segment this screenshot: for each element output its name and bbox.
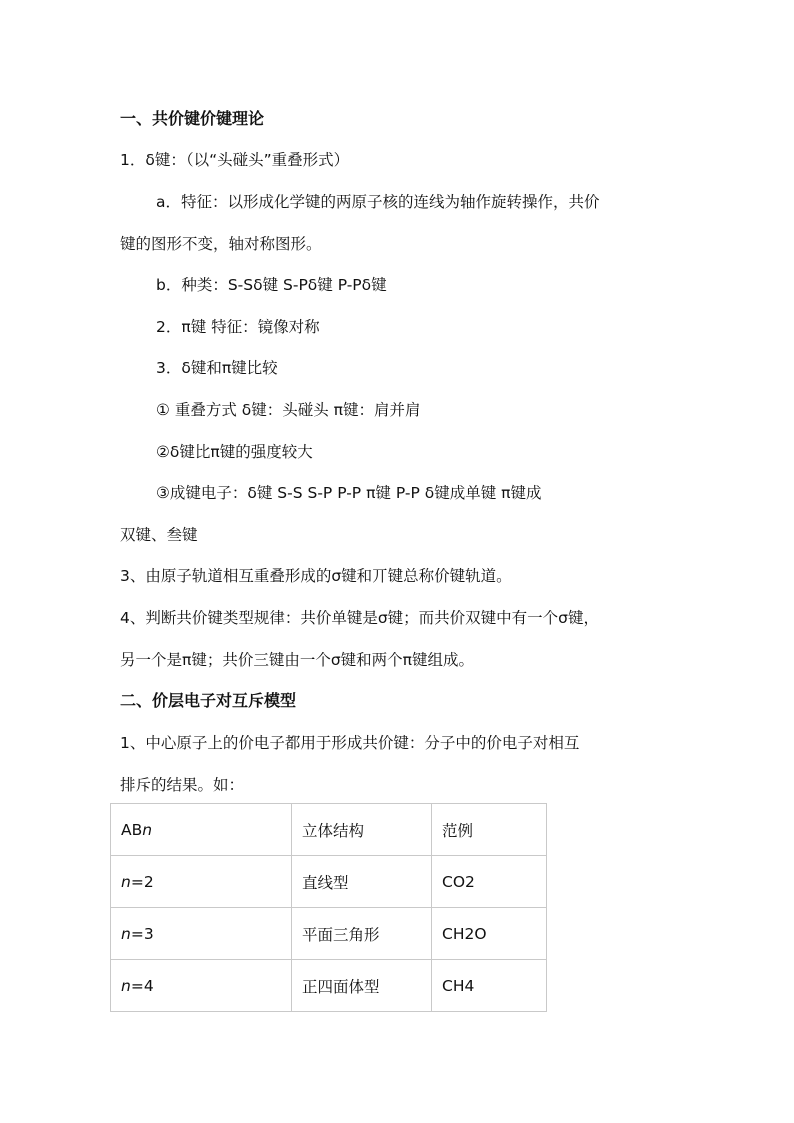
vsepr-table [110, 803, 547, 1012]
table-row [111, 856, 547, 908]
table-cell-structure: 直线型 [292, 856, 432, 908]
table-row [111, 908, 547, 960]
text-line: ① 重叠方式 δ键：头碰头 π键：肩并肩 [156, 401, 421, 419]
text-line: 3、由原子轨道相互重叠形成的σ键和丌键总称价键轨道。 [120, 567, 512, 585]
table-cell-example: CH4 [432, 960, 547, 1012]
table-cell-example: CO2 [432, 856, 547, 908]
text-line: 1、中心原子上的价电子都用于形成共价键：分子中的价电子对相互 [120, 734, 580, 752]
text-line: 双键、叁键 [120, 526, 198, 544]
text-line: b．种类：S-Sδ键 S-Pδ键 P-Pδ键 [156, 276, 387, 294]
text-line: 3．δ键和π键比较 [156, 359, 278, 377]
text-line: ③成键电子：δ键 S-S S-P P-P π键 P-P δ键成单键 π键成 [156, 484, 542, 502]
text-line: 2．π键 特征：镜像对称 [156, 318, 320, 336]
header-cell-structure: 立体结构 [292, 804, 432, 856]
header-cell-abn: ABn [111, 804, 292, 856]
table-row [111, 960, 547, 1012]
table-cell-structure: 正四面体型 [292, 960, 432, 1012]
text-line: 1．δ键：（以“头碰头”重叠形式） [120, 151, 350, 169]
text-line: a．特征：以形成化学键的两原子核的连线为轴作旋转操作，共价 [156, 193, 600, 211]
table-cell-n: n=2 [111, 856, 292, 908]
table-cell-n: n=4 [111, 960, 292, 1012]
table-cell-structure: 平面三角形 [292, 908, 432, 960]
header-cell-example: 范例 [432, 804, 547, 856]
text-line: 另一个是π键；共价三键由一个σ键和两个π键组成。 [120, 651, 474, 669]
text-line: 排斥的结果。如： [120, 776, 245, 794]
table-header-row [111, 804, 547, 856]
text-line: ②δ键比π键的强度较大 [156, 443, 313, 461]
text-line: 键的图形不变，轴对称图形。 [120, 235, 322, 253]
heading-covalent-bond-theory: 一、共价键价键理论 [120, 109, 265, 128]
table-cell-n: n=3 [111, 908, 292, 960]
heading-vsepr-model: 二、价层电子对互斥模型 [120, 691, 297, 710]
text-line: 4、判断共价键类型规律：共价单键是σ键；而共价双键中有一个σ键， [120, 609, 600, 627]
table-cell-example: CH2O [432, 908, 547, 960]
